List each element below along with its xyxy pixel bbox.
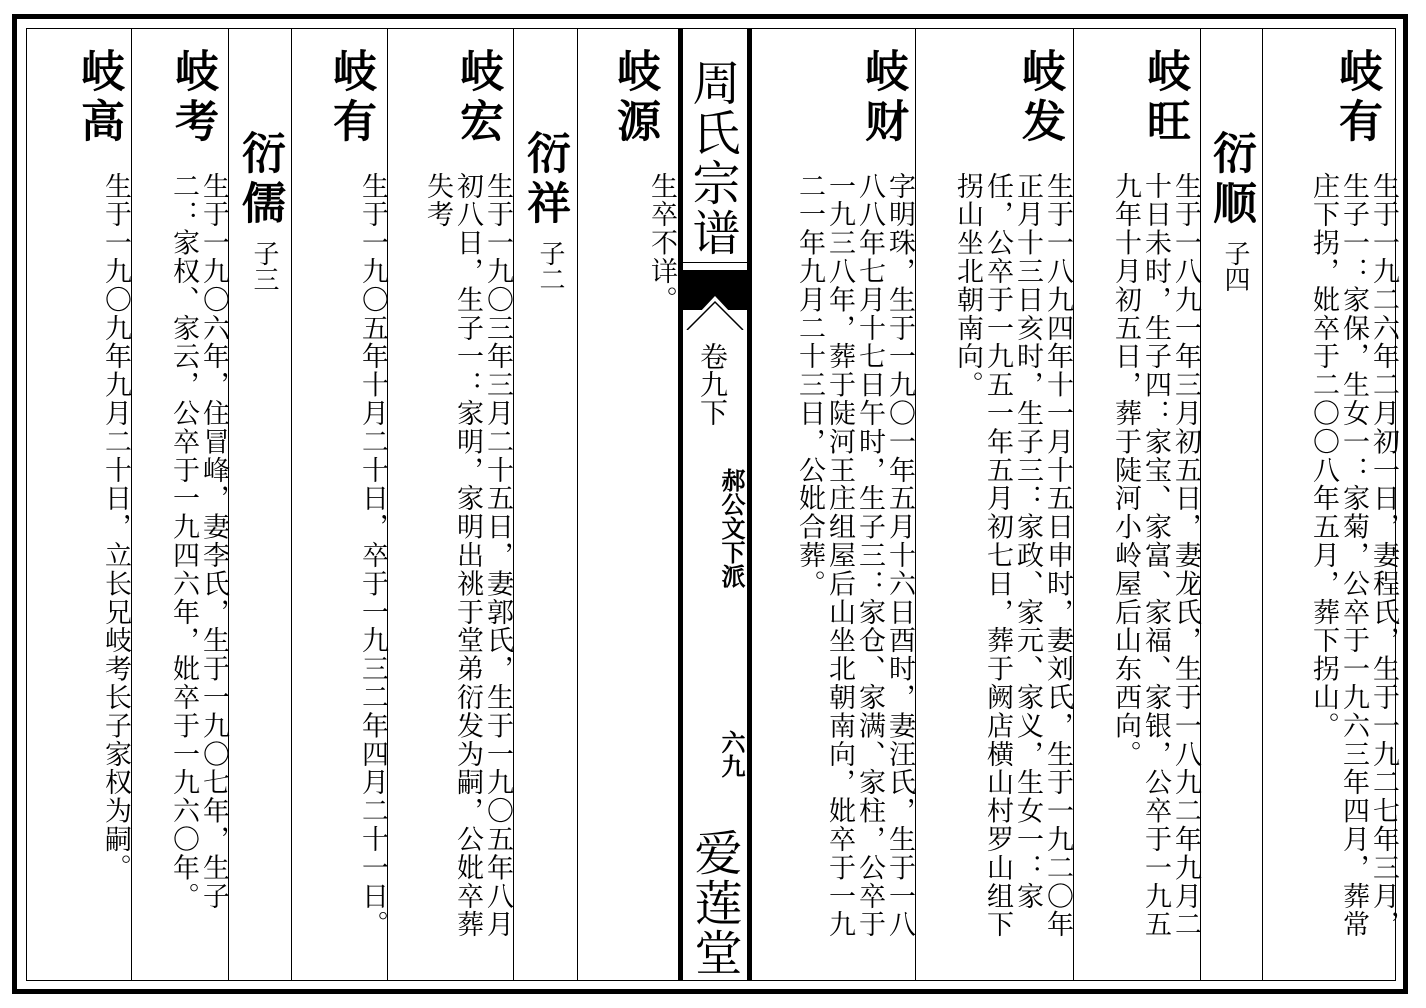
person-name: 岐发	[1014, 48, 1065, 148]
biography-text: 生于一九〇三年三月二十五日，妻郭氏，生于一九〇五年八月初八日，生子一：家明，家明出祧于堂弟衍发为嗣，公妣卒葬失考	[422, 172, 513, 939]
column-divider	[513, 28, 514, 981]
biography-text: 生于一八九四年十一月十五日申时，妻刘氏，生于一九二〇年正月十三日亥时，生子三：家政、家元、家义，生女一：家任，公卒于一九五一年五月初七日，葬于阙店横山村罗山组下拐山坐北朝南向。	[952, 172, 1073, 939]
genealogy-title: 周氏宗谱	[684, 58, 740, 258]
center-spine-right	[747, 28, 752, 981]
sons-count: 子四	[1220, 240, 1250, 292]
person-name: 岐高	[73, 48, 124, 148]
generation-name: 衍顺	[1205, 130, 1256, 230]
generation-name: 衍儒	[234, 130, 285, 230]
biography-text: 生于一九〇九年九月二十日，立长兄岐考长子家权为嗣。	[100, 172, 131, 882]
person-name: 岐宏	[452, 48, 503, 148]
person-name: 岐源	[609, 48, 660, 148]
person-name: 岐有	[325, 48, 376, 148]
sons-count: 子二	[535, 240, 565, 292]
generation-name: 衍祥	[519, 130, 570, 230]
center-spine-left	[678, 28, 683, 981]
title-rule	[683, 262, 747, 263]
biography-text: 生于一九〇五年十月二十日，卒于一九三二年四月二十一日。	[357, 172, 388, 939]
column-divider	[1262, 28, 1263, 981]
column-divider	[915, 28, 916, 981]
column-divider	[291, 28, 292, 981]
volume-label: 卷九下	[696, 342, 729, 426]
biography-text: 生卒不详。	[646, 172, 677, 314]
biography-text: 生于一九二六年二月初一日，妻程氏，生于一九二七年三月，生子一：家保，生女一：家菊，公卒于一九六三年四月，葬常庄下拐，妣卒于二〇〇八年五月，葬下拐山。	[1308, 172, 1399, 939]
column-divider	[1073, 28, 1074, 981]
biography-text: 生于一八九一年三月初五日，妻龙氏，生于一八九二年九月二十日未时，生子四：家宝、家富、家福、家银，公卒于一九五九年十月初五日，葬于陡河小岭屋后山东西向。	[1110, 172, 1201, 939]
person-name: 岐财	[857, 48, 908, 148]
sons-count: 子三	[249, 240, 279, 292]
column-divider	[131, 28, 132, 981]
biography-text: 生于一九〇六年，住冒峰，妻李氏，生于一九〇七年，生子二：家权、家云，公卒于一九四六年，妣卒于一九六〇年。	[168, 172, 229, 911]
hall-name: 爱莲堂	[686, 828, 742, 978]
branch-label: 郝公文下派	[717, 468, 746, 588]
banner-chevron-icon	[683, 290, 747, 330]
column-divider	[577, 28, 578, 981]
page-number: 六九	[717, 730, 746, 778]
person-name: 岐考	[167, 48, 218, 148]
person-name: 岐旺	[1139, 48, 1190, 148]
biography-text: 字明珠，生于一九〇一年五月十六日酉时，妻汪氏，生于一八八八年七月十七日午时，生子三：家仓、家满、家柱，公卒于一九三八年，葬于陡河王庄组屋后山坐北朝南向，妣卒于一九二一年九月二十三日，公妣合葬。	[794, 172, 915, 939]
person-name: 岐有	[1331, 48, 1382, 148]
